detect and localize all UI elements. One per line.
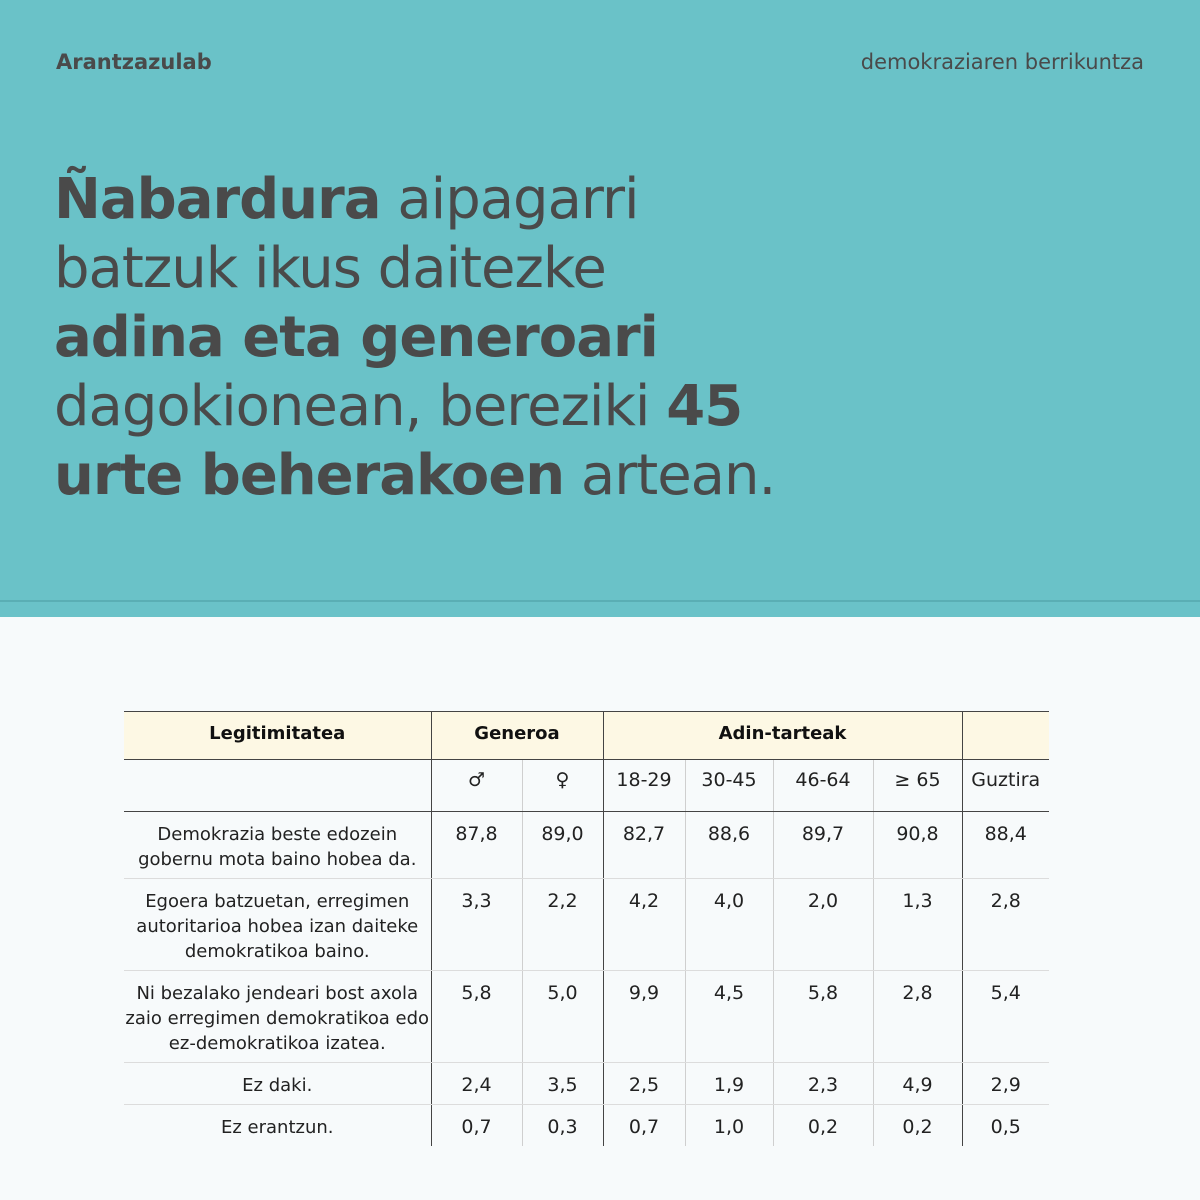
cell-male: 5,8 (431, 971, 522, 1063)
subheader-age-65-plus: ≥ 65 (873, 760, 962, 812)
banner-bottom-edge (0, 600, 1200, 617)
headline-text-5: artean. (564, 443, 776, 508)
cell-46-64: 2,0 (773, 879, 873, 971)
row-label: Ni bezalako jendeari bost axola zaio erregimen demokratikoa edo ez-demokratikoa izatea. (124, 971, 431, 1063)
row-label: Ez daki. (124, 1063, 431, 1105)
cell-male: 2,4 (431, 1063, 522, 1105)
table-row (124, 879, 1049, 971)
cell-female: 89,0 (522, 812, 603, 879)
cell-18-29: 0,7 (603, 1105, 685, 1147)
cell-46-64: 0,2 (773, 1105, 873, 1147)
table-row (124, 971, 1049, 1063)
table-subheader-row (124, 760, 1049, 812)
cell-30-45: 4,0 (685, 879, 773, 971)
cell-18-29: 4,2 (603, 879, 685, 971)
subheader-age-46-64: 46-64 (773, 760, 873, 812)
cell-18-29: 82,7 (603, 812, 685, 879)
cell-female: 2,2 (522, 879, 603, 971)
headline-bold-1: Ñabardura (54, 167, 381, 232)
tagline: demokraziaren berrikuntza (860, 50, 1144, 74)
cell-18-29: 2,5 (603, 1063, 685, 1105)
male-symbol-icon: ♂ (431, 760, 522, 812)
table-header-row (124, 712, 1049, 760)
cell-female: 0,3 (522, 1105, 603, 1147)
row-label: Ez erantzun. (221, 1117, 334, 1138)
subheader-age-18-29: 18-29 (603, 760, 685, 812)
cell-total: 5,4 (962, 971, 1049, 1063)
cell-30-45: 1,9 (685, 1063, 773, 1105)
table-row (124, 812, 1049, 879)
cell-male: 3,3 (431, 879, 522, 971)
cell-65-plus: 90,8 (873, 812, 962, 879)
cell-65-plus: 4,9 (873, 1063, 962, 1105)
headline-text-1: aipagarri (380, 167, 639, 232)
headline-bold-3: adina eta generoari (54, 305, 658, 370)
cell-46-64: 2,3 (773, 1063, 873, 1105)
cell-30-45: 88,6 (685, 812, 773, 879)
cell-male: 0,7 (431, 1105, 522, 1147)
cell-total: 2,8 (962, 879, 1049, 971)
cell-30-45: 4,5 (685, 971, 773, 1063)
table-row (124, 1105, 1049, 1147)
header-gender: Generoa (431, 712, 603, 760)
female-symbol-icon: ♀ (522, 760, 603, 812)
cell-65-plus: 0,2 (873, 1105, 962, 1147)
headline-text-2: batzuk ikus daitezke (54, 236, 606, 301)
headline (54, 165, 1054, 510)
cell-female: 3,5 (522, 1063, 603, 1105)
cell-46-64: 89,7 (773, 812, 873, 879)
cell-18-29: 9,9 (603, 971, 685, 1063)
subheader-total: Guztira (962, 760, 1049, 812)
cell-female: 5,0 (522, 971, 603, 1063)
legitimacy-table (124, 711, 1049, 1146)
headline-bold-5: urte beherakoen (54, 443, 565, 508)
subheader-age-30-45: 30-45 (685, 760, 773, 812)
subheader-empty (124, 760, 431, 812)
cell-30-45: 1,0 (685, 1105, 773, 1147)
cell-65-plus: 2,8 (873, 971, 962, 1063)
cell-male: 87,8 (431, 812, 522, 879)
cell-total: 0,5 (962, 1105, 1049, 1147)
cell-65-plus: 1,3 (873, 879, 962, 971)
row-label: Egoera batzuetan, erregimen autoritarioa hobea izan daiteke demokratikoa baino. (124, 879, 431, 971)
cell-46-64: 5,8 (773, 971, 873, 1063)
cell-total: 2,9 (962, 1063, 1049, 1105)
row-label: Demokrazia beste edozein gobernu mota baino hobea da. (124, 812, 431, 879)
headline-text-4: dagokionean, bereziki (54, 374, 667, 439)
header-age-ranges: Adin-tarteak (603, 712, 962, 760)
header-total-blank (962, 712, 1049, 760)
cell-total: 88,4 (962, 812, 1049, 879)
brand-name: Arantzazulab (56, 50, 212, 74)
headline-bold-4: 45 (666, 374, 743, 439)
table-row (124, 1063, 1049, 1105)
header-legitimacy: Legitimitatea (124, 712, 431, 760)
